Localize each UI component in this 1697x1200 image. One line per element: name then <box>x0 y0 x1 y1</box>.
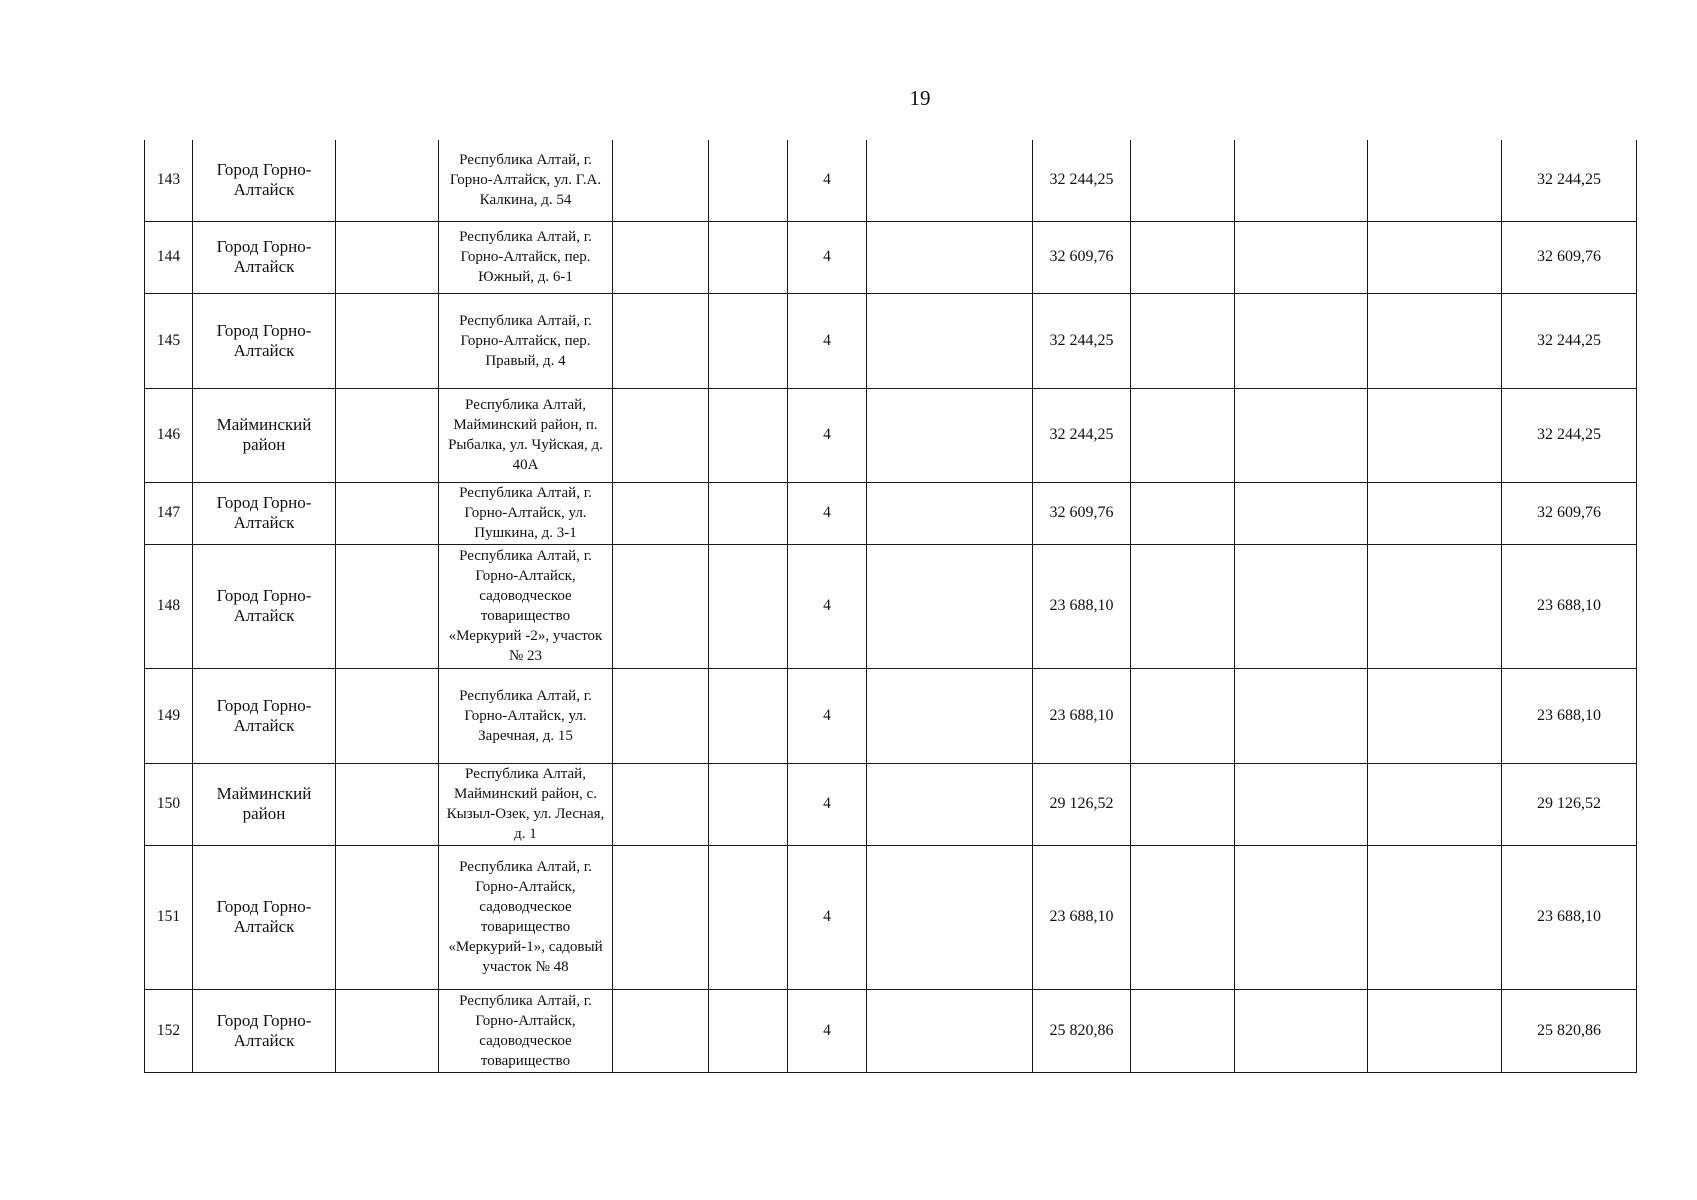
empty-cell <box>613 482 709 544</box>
empty-cell <box>336 221 439 293</box>
count-cell: 4 <box>788 845 867 989</box>
row-number: 152 <box>145 989 193 1072</box>
address-cell: Республика Алтай, Майминский район, п. Рыбалка, ул. Чуйская, д. 40А <box>439 388 613 482</box>
row-number: 143 <box>145 140 193 221</box>
municipality-cell: Город Горно-Алтайск <box>193 140 336 221</box>
empty-cell <box>867 763 1033 845</box>
table-body <box>145 140 1637 1072</box>
empty-cell <box>1131 845 1235 989</box>
amount-cell: 32 244,25 <box>1033 293 1131 388</box>
empty-cell <box>867 293 1033 388</box>
amount-cell: 29 126,52 <box>1033 763 1131 845</box>
empty-cell <box>336 763 439 845</box>
empty-cell <box>613 668 709 763</box>
empty-cell <box>1131 763 1235 845</box>
municipality-cell: Город Горно-Алтайск <box>193 989 336 1072</box>
empty-cell <box>1368 293 1502 388</box>
empty-cell <box>709 293 788 388</box>
empty-cell <box>1235 388 1368 482</box>
address-cell: Республика Алтай, г. Горно-Алтайск, ул. Г.А. Калкина, д. 54 <box>439 140 613 221</box>
table-row <box>145 388 1637 482</box>
empty-cell <box>1131 140 1235 221</box>
empty-cell <box>613 544 709 668</box>
table-row <box>145 845 1637 989</box>
empty-cell <box>867 388 1033 482</box>
municipality-cell: Майминский район <box>193 763 336 845</box>
address-cell: Республика Алтай, г. Горно-Алтайск, садоводческое товарищество «Меркурий -2», участок № 23 <box>439 544 613 668</box>
empty-cell <box>1235 293 1368 388</box>
total-cell: 32 609,76 <box>1502 221 1637 293</box>
count-cell: 4 <box>788 668 867 763</box>
total-cell: 29 126,52 <box>1502 763 1637 845</box>
address-cell: Республика Алтай, г. Горно-Алтайск, пер. Правый, д. 4 <box>439 293 613 388</box>
count-cell: 4 <box>788 763 867 845</box>
empty-cell <box>336 388 439 482</box>
empty-cell <box>336 668 439 763</box>
empty-cell <box>1235 140 1368 221</box>
table-row <box>145 544 1637 668</box>
amount-cell: 32 609,76 <box>1033 482 1131 544</box>
total-cell: 32 244,25 <box>1502 140 1637 221</box>
empty-cell <box>867 668 1033 763</box>
empty-cell <box>613 763 709 845</box>
empty-cell <box>1235 221 1368 293</box>
empty-cell <box>1235 544 1368 668</box>
empty-cell <box>1131 388 1235 482</box>
municipality-cell: Город Горно-Алтайск <box>193 221 336 293</box>
empty-cell <box>709 221 788 293</box>
row-number: 151 <box>145 845 193 989</box>
count-cell: 4 <box>788 221 867 293</box>
empty-cell <box>1368 482 1502 544</box>
count-cell: 4 <box>788 293 867 388</box>
empty-cell <box>613 388 709 482</box>
empty-cell <box>1235 668 1368 763</box>
empty-cell <box>613 140 709 221</box>
empty-cell <box>336 989 439 1072</box>
empty-cell <box>1368 140 1502 221</box>
empty-cell <box>709 845 788 989</box>
empty-cell <box>709 763 788 845</box>
page-number: 19 <box>909 86 931 110</box>
empty-cell <box>1131 221 1235 293</box>
count-cell: 4 <box>788 140 867 221</box>
empty-cell <box>867 544 1033 668</box>
empty-cell <box>1131 544 1235 668</box>
total-cell: 23 688,10 <box>1502 668 1637 763</box>
total-cell: 23 688,10 <box>1502 845 1637 989</box>
amount-cell: 32 244,25 <box>1033 388 1131 482</box>
municipality-cell: Майминский район <box>193 388 336 482</box>
amount-cell: 23 688,10 <box>1033 668 1131 763</box>
empty-cell <box>336 845 439 989</box>
amount-cell: 32 609,76 <box>1033 221 1131 293</box>
empty-cell <box>613 293 709 388</box>
amount-cell: 23 688,10 <box>1033 544 1131 668</box>
empty-cell <box>1235 482 1368 544</box>
empty-cell <box>867 845 1033 989</box>
row-number: 144 <box>145 221 193 293</box>
empty-cell <box>1368 544 1502 668</box>
empty-cell <box>1235 989 1368 1072</box>
empty-cell <box>709 482 788 544</box>
empty-cell <box>1368 221 1502 293</box>
table-row <box>145 221 1637 293</box>
table-row <box>145 668 1637 763</box>
empty-cell <box>1368 763 1502 845</box>
empty-cell <box>867 482 1033 544</box>
address-cell: Республика Алтай, г. Горно-Алтайск, ул. Пушкина, д. 3-1 <box>439 482 613 544</box>
municipality-cell: Город Горно-Алтайск <box>193 668 336 763</box>
total-cell: 25 820,86 <box>1502 989 1637 1072</box>
empty-cell <box>336 544 439 668</box>
municipality-cell: Город Горно-Алтайск <box>193 845 336 989</box>
address-cell: Республика Алтай, г. Горно-Алтайск, садоводческое товарищество «Меркурий-1», садовый участок № 48 <box>439 845 613 989</box>
empty-cell <box>1131 668 1235 763</box>
address-cell: Республика Алтай, г. Горно-Алтайск, садоводческое товарищество <box>439 989 613 1072</box>
count-cell: 4 <box>788 482 867 544</box>
row-number: 148 <box>145 544 193 668</box>
empty-cell <box>709 140 788 221</box>
empty-cell <box>613 845 709 989</box>
count-cell: 4 <box>788 989 867 1072</box>
total-cell: 32 244,25 <box>1502 293 1637 388</box>
municipality-cell: Город Горно-Алтайск <box>193 482 336 544</box>
count-cell: 4 <box>788 388 867 482</box>
row-number: 146 <box>145 388 193 482</box>
total-cell: 23 688,10 <box>1502 544 1637 668</box>
empty-cell <box>1235 763 1368 845</box>
empty-cell <box>1368 845 1502 989</box>
empty-cell <box>1368 989 1502 1072</box>
row-number: 147 <box>145 482 193 544</box>
municipality-cell: Город Горно-Алтайск <box>193 293 336 388</box>
empty-cell <box>336 482 439 544</box>
empty-cell <box>1131 989 1235 1072</box>
empty-cell <box>709 989 788 1072</box>
address-cell: Республика Алтай, г. Горно-Алтайск, пер. Южный, д. 6-1 <box>439 221 613 293</box>
table-row <box>145 140 1637 221</box>
empty-cell <box>613 221 709 293</box>
empty-cell <box>1131 293 1235 388</box>
empty-cell <box>1235 845 1368 989</box>
data-table <box>144 140 1637 1073</box>
empty-cell <box>336 293 439 388</box>
amount-cell: 32 244,25 <box>1033 140 1131 221</box>
row-number: 150 <box>145 763 193 845</box>
empty-cell <box>1131 482 1235 544</box>
count-cell: 4 <box>788 544 867 668</box>
address-cell: Республика Алтай, г. Горно-Алтайск, ул. Заречная, д. 15 <box>439 668 613 763</box>
table-row <box>145 482 1637 544</box>
total-cell: 32 244,25 <box>1502 388 1637 482</box>
table-row <box>145 763 1637 845</box>
row-number: 145 <box>145 293 193 388</box>
table-row <box>145 989 1637 1072</box>
empty-cell <box>613 989 709 1072</box>
empty-cell <box>709 544 788 668</box>
empty-cell <box>1368 668 1502 763</box>
amount-cell: 25 820,86 <box>1033 989 1131 1072</box>
empty-cell <box>336 140 439 221</box>
address-cell: Республика Алтай, Майминский район, с. Кызыл-Озек, ул. Лесная, д. 1 <box>439 763 613 845</box>
empty-cell <box>867 989 1033 1072</box>
amount-cell: 23 688,10 <box>1033 845 1131 989</box>
table-row <box>145 293 1637 388</box>
empty-cell <box>867 140 1033 221</box>
row-number: 149 <box>145 668 193 763</box>
empty-cell <box>1368 388 1502 482</box>
total-cell: 32 609,76 <box>1502 482 1637 544</box>
empty-cell <box>709 388 788 482</box>
empty-cell <box>867 221 1033 293</box>
empty-cell <box>709 668 788 763</box>
municipality-cell: Город Горно-Алтайск <box>193 544 336 668</box>
